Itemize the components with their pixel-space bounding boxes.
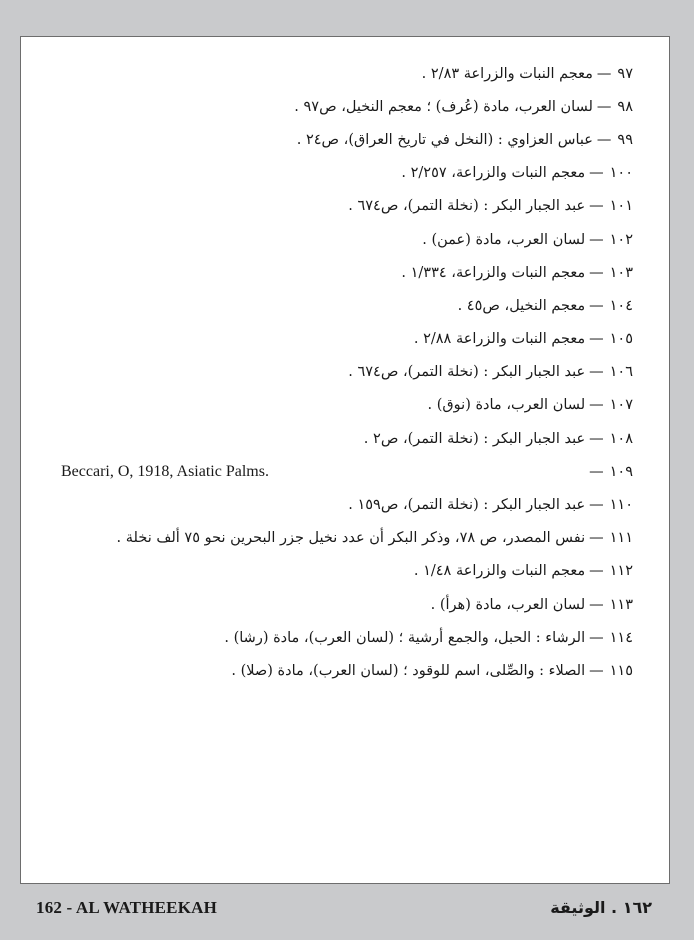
footnote-106 <box>21 356 669 389</box>
footnote-number: ٩٩ <box>617 131 633 148</box>
footnote-number: ١٠١ <box>609 198 633 215</box>
footnote-text: نفس المصدر، ص ٧٨، وذكر البكر أن عدد نخيل جزر البحرين نحو ٧٥ ألف نخلة . <box>116 530 586 547</box>
footnote-number: ٩٧ <box>617 65 633 82</box>
footnote-dash: — <box>596 98 612 115</box>
footnote-number: ١١٢ <box>609 563 633 580</box>
footnote-105 <box>21 323 669 356</box>
footnote-dash: — <box>589 497 604 514</box>
footnote-number: ١٠٢ <box>609 231 633 248</box>
footnote-number: ١٠٣ <box>609 264 633 281</box>
footer-page-label-latin: 162 - AL WATHEEKAH <box>36 898 218 917</box>
footnote-number: ١٠٨ <box>609 430 633 447</box>
footnote-text: الرشاء : الحبل، والجمع أرشية ؛ (لسان العرب)، مادة (رشا) . <box>224 629 586 646</box>
footnote-number: ١١١ <box>609 530 633 547</box>
footnote-dash: — <box>589 463 604 480</box>
footnote-dash: — <box>589 430 604 447</box>
footnote-102 <box>21 223 669 256</box>
footnote-text: معجم النبات والزراعة، ٢/٢٥٧ . <box>401 165 586 182</box>
footnote-number: ٩٨ <box>617 98 633 115</box>
footnote-dash: — <box>589 629 604 646</box>
footnote-113 <box>21 588 669 621</box>
footnote-dash: — <box>589 530 604 547</box>
footer-page-label-arabic: ١٦٢ . الوثيقة <box>550 898 652 917</box>
footnote-112 <box>21 555 669 588</box>
footnote-text: عباس العزاوي : (النخل في تاريخ العراق)، ص٢٤ . <box>296 131 593 148</box>
footnote-98 <box>21 90 669 123</box>
footnote-text: لسان العرب، مادة (هرأ) . <box>430 596 586 613</box>
footnote-dash: — <box>589 331 604 348</box>
footnote-number: ١٠٤ <box>609 297 633 314</box>
footnote-114 <box>21 621 669 654</box>
footnote-108 <box>21 422 669 455</box>
footnote-text: معجم النبات والزراعة ٢/٨٨ . <box>413 331 586 348</box>
footnote-dash: — <box>589 364 604 381</box>
footnote-text: لسان العرب، مادة (عمن) . <box>422 231 586 248</box>
page-frame <box>20 36 670 884</box>
footnote-text: عبد الجبار البكر : (نخلة التمر)، ص٢ . <box>363 430 586 447</box>
footnote-number: ١٠٩ <box>609 463 633 480</box>
footnote-dash: — <box>589 198 604 215</box>
footnote-dash: — <box>589 596 604 613</box>
footnote-107 <box>21 389 669 422</box>
footnotes-list <box>21 57 669 688</box>
footnote-number: ١١٣ <box>609 596 633 613</box>
footnote-number: ١٠٠ <box>609 165 633 182</box>
footnote-100 <box>21 157 669 190</box>
footnote-dash: — <box>589 397 604 414</box>
footnote-text: عبد الجبار البكر : (نخلة التمر)، ص٦٧٤ . <box>348 364 586 381</box>
footnote-text: الصلاء : والصِّلى، اسم للوقود ؛ (لسان العرب)، مادة (صلا) . <box>231 662 586 679</box>
footnote-dash: — <box>589 231 604 248</box>
footnote-number: ١٠٧ <box>609 397 633 414</box>
footnote-number: ١١٤ <box>609 629 633 646</box>
footnote-dash: — <box>589 165 604 182</box>
footnote-text: معجم النخيل، ص٤٥ . <box>457 297 586 314</box>
footnote-dash: — <box>589 264 604 281</box>
footnote-dash: — <box>596 65 612 82</box>
footnote-109 <box>21 455 669 488</box>
footnote-latin-text: Beccari, O, 1918, Asiatic Palms. <box>61 462 269 480</box>
footnote-text: معجم النبات والزراعة، ١/٣٣٤ . <box>401 264 586 281</box>
footnote-115 <box>21 654 669 687</box>
footnote-dash: — <box>589 297 604 314</box>
footnote-99 <box>21 123 669 156</box>
footnote-text: لسان العرب، مادة (نوق) . <box>427 397 586 414</box>
footnote-text: عبد الجبار البكر : (نخلة التمر)، ص١٥٩ . <box>348 497 586 514</box>
footnote-number: ١١٠ <box>609 497 633 514</box>
footnote-111 <box>21 522 669 555</box>
footnote-text: معجم النبات والزراعة ١/٤٨ . <box>413 563 586 580</box>
footnote-dash: — <box>589 563 604 580</box>
footnote-text: معجم النبات والزراعة ٢/٨٣ . <box>421 65 593 82</box>
footnote-number: ١١٥ <box>609 662 633 679</box>
footnote-text: لسان العرب، مادة (عُرف) ؛ معجم النخيل، ص٩٧ . <box>294 98 593 115</box>
footnote-dash: — <box>596 131 612 148</box>
footnote-104 <box>21 289 669 322</box>
footnote-text: عبد الجبار البكر : (نخلة التمر)، ص٦٧٤ . <box>348 198 586 215</box>
footnote-dash: — <box>589 662 604 679</box>
footnote-number: ١٠٥ <box>609 331 633 348</box>
footnote-number: ١٠٦ <box>609 364 633 381</box>
footnote-110 <box>21 488 669 521</box>
footnote-97 <box>21 57 669 90</box>
footnote-103 <box>21 256 669 289</box>
footnote-101 <box>21 190 669 223</box>
